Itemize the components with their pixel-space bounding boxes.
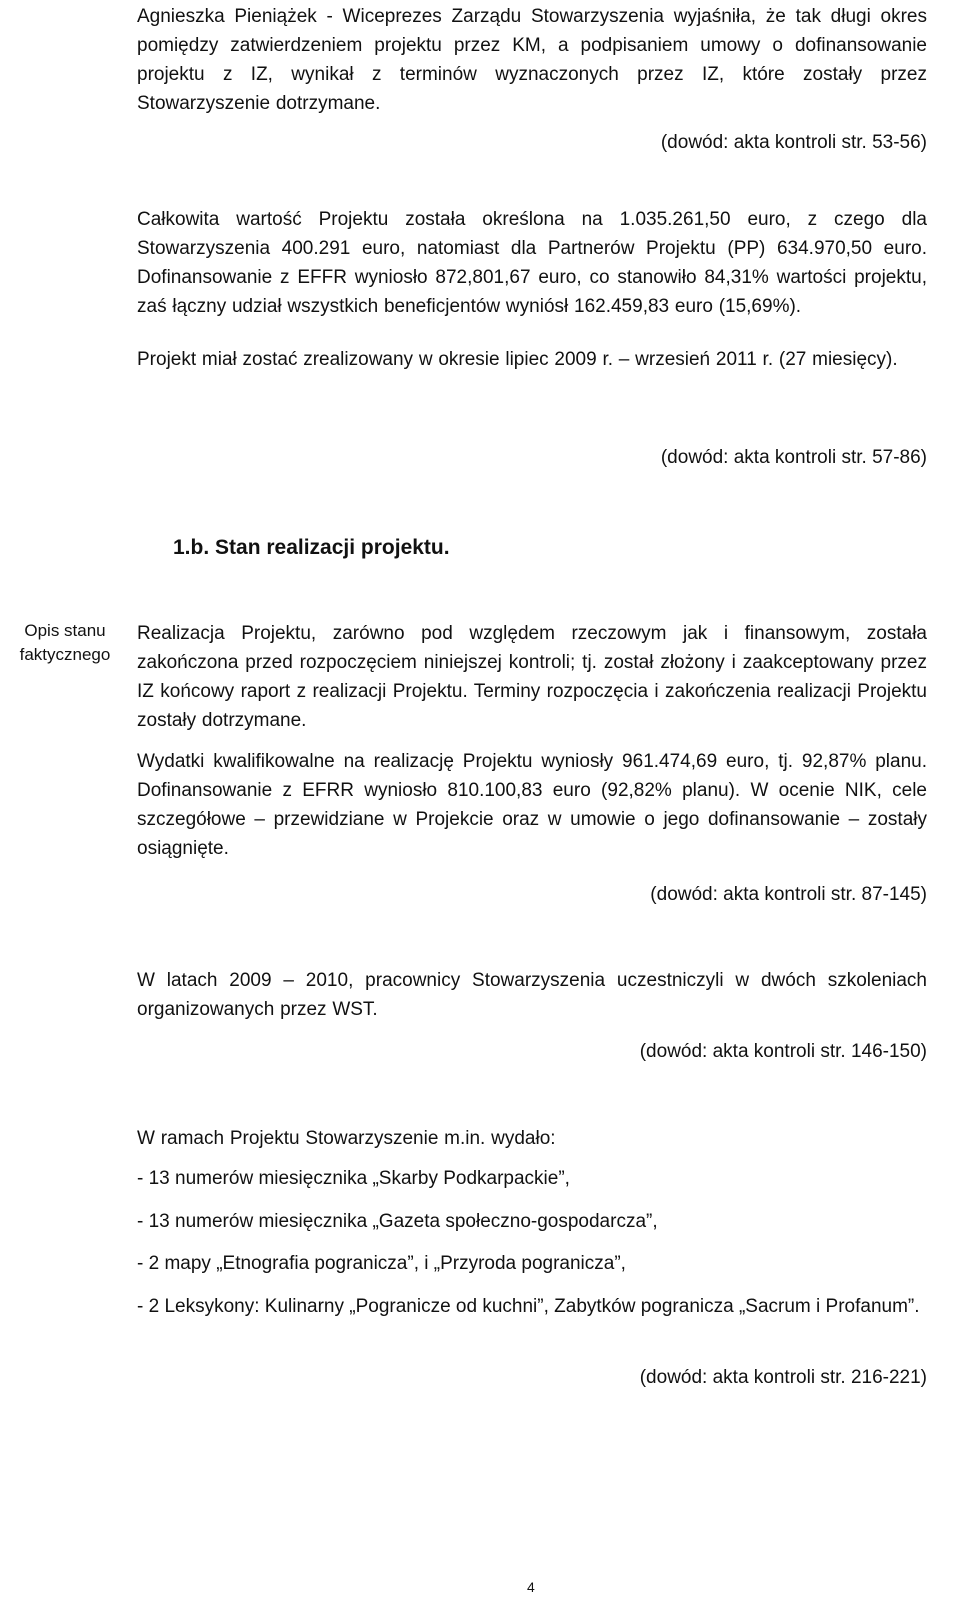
value-paragraph: Całkowita wartość Projektu została określona na 1.035.261,50 euro, z czego dla Stowarzyszenia 400.291 euro, natomiast dla Partnerów Projektu (PP) 634.970,50 euro. Dofinansowanie z EFFR wyniosło 872,801,67 euro, co stanowiło 84,31% wartości projektu, zaś łączny udział wszystkich beneficjentów wyniósł 162.459,83 euro (15,69%). [137,209,927,317]
list-item: - 13 numerów miesięcznika „Skarby Podkarpackie”, [137,1168,570,1189]
list-item: - 2 Leksykony: Kulinarny „Pogranicze od kuchni”, Zabytków pogranicza „Sacrum i Profanum”. [137,1296,920,1317]
list-item: - 2 mapy „Etnografia pogranicza”, i „Przyroda pogranicza”, [137,1253,626,1274]
value-section [137,205,927,321]
realization-section [137,619,927,735]
realization-paragraph-1: Realizacja Projektu, zarówno pod względem rzeczowym jak i finansowym, została zakończona przed rozpoczęciem niniejszej kontroli; tj. został złożony i zaakceptowany przez IZ końcowy raport z realizacji Projektu. Terminy rozpoczęcia i zakończenia realizacji Projektu zostały dotrzymane. [137,623,927,731]
value-evidence-wrap [137,443,927,472]
publications-evidence-wrap [137,1363,927,1392]
realization-section-2 [137,747,927,863]
publications-list-item [137,1249,927,1278]
realization-evidence-wrap [137,880,927,909]
evidence-reference: (dowód: akta kontroli str. 216-221) [639,1367,927,1388]
intro-paragraph: Agnieszka Pieniążek - Wiceprezes Zarządu Stowarzyszenia wyjaśniła, że tak długi okres pomiędzy zatwierdzeniem projektu przez KM, a podpisaniem umowy o dofinansowanie projektu z IZ, wynikał z terminów wyznaczonych przez IZ, które zostały przez Stowarzyszenie dotrzymane. [137,6,927,114]
training-section [137,966,927,1024]
publications-intro-wrap [137,1124,927,1153]
evidence-reference: (dowód: akta kontroli str. 53-56) [660,132,927,153]
list-item: - 13 numerów miesięcznika „Gazeta społeczno-gospodarcza”, [137,1211,658,1232]
evidence-reference: (dowód: akta kontroli str. 57-86) [660,447,927,468]
intro-section [137,2,927,118]
page-number: 4 [527,1579,535,1595]
training-paragraph: W latach 2009 – 2010, pracownicy Stowarzyszenia uczestniczyli w dwóch szkoleniach organizowanych przez WST. [137,970,927,1020]
section-heading: 1.b. Stan realizacji projektu. [173,536,450,559]
margin-note: Opis stanu faktycznego [19,621,111,664]
publications-list-item [137,1164,927,1193]
period-paragraph: Projekt miał zostać zrealizowany w okresie lipiec 2009 r. – wrzesień 2011 r. (27 miesięcy). [137,349,898,370]
realization-paragraph-2: Wydatki kwalifikowalne na realizację Projektu wyniosły 961.474,69 euro, tj. 92,87% planu. Dofinansowanie z EFRR wyniosło 810.100,83 euro (92,82% planu). W ocenie NIK, cele szczegółowe – przewidziane w Projekcie oraz w umowie o jego dofinansowanie – zostały osiągnięte. [137,751,927,859]
publications-list-item [137,1292,927,1321]
period-section [137,345,927,374]
evidence-reference: (dowód: akta kontroli str. 87-145) [650,884,927,905]
publications-intro: W ramach Projektu Stowarzyszenie m.in. wydało: [137,1128,556,1149]
training-evidence-wrap [137,1037,927,1066]
evidence-reference: (dowód: akta kontroli str. 146-150) [639,1041,927,1062]
publications-list-item [137,1207,927,1236]
intro-evidence-wrap [137,128,927,157]
